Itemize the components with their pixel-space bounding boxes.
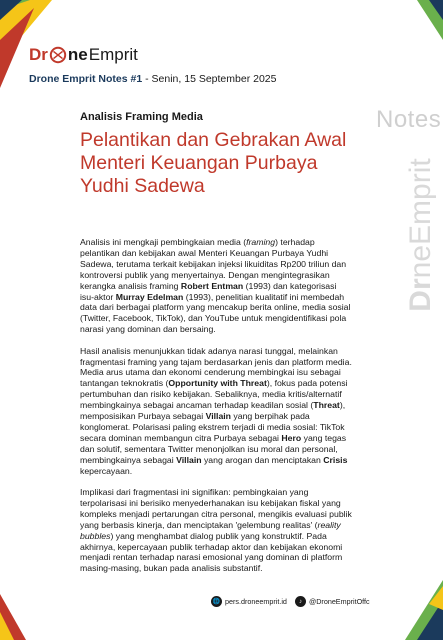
- website-link[interactable]: [211, 596, 287, 607]
- logo-text-emprit: Emprit: [88, 45, 138, 64]
- article-kicker: Analisis Framing Media: [80, 111, 203, 123]
- side-brand-bold: Dr: [404, 278, 437, 312]
- text-run: (1993) dan kategorisasi isu-aktor: [80, 280, 337, 302]
- corner-decoration-top-right: [409, 0, 443, 40]
- paragraph-1: [80, 237, 352, 335]
- social-handle: @DroneEmpritOffc: [308, 597, 370, 606]
- article-title: Pelantikan dan Gebrakan Awal Menteri Keuangan Purbaya Yudhi Sadewa: [80, 129, 347, 197]
- text-run: Murray Edelman: [115, 291, 184, 302]
- text-run: Hero: [281, 432, 302, 443]
- text-run: Analisis ini mengkaji pembingkaian media (: [80, 237, 247, 247]
- text-run: yang arogan dan menciptakan: [201, 454, 324, 465]
- text-run: Crisis: [323, 454, 348, 465]
- text-run: Hasil analisis menunjukkan tidak adanya narasi tunggal, melainkan fragmentasi framing yang tajam berdasarkan jenis dan platform media. Media arus utama dan ekonomi cenderung membingkai isu sebagai tantangan teknokratis (: [80, 345, 352, 389]
- globe-icon: 🌐: [211, 596, 222, 607]
- publish-date: Senin, 15 September 2025: [151, 73, 277, 85]
- text-run: framing: [246, 237, 276, 247]
- corner-decoration-bottom-left: [0, 594, 26, 640]
- website-text: pers.droneemprit.id: [225, 597, 287, 606]
- social-link[interactable]: [295, 596, 370, 607]
- drone-emprit-logo: [29, 42, 138, 68]
- text-run: ) yang menghambat dialog publik yang konstruktif. Pada akhirnya, kepercayaan publik terhadap aktor dan kebijakan ekonomi menjadi rentan terhadap narasi emosional yang dominan di platform masing-masing, bukan pada analisis substantif.: [80, 530, 343, 574]
- text-run: Villain: [205, 411, 231, 422]
- text-run: Threat: [313, 400, 340, 411]
- text-run: Robert Entman: [180, 280, 244, 291]
- footer-contacts: [211, 596, 370, 607]
- text-run: (1993), penelitian kualitatif ini membedah data dari berbagai platform yang mencakup berita online, media sosial (Twitter, Facebook, TikTok), dan YouTube untuk mengidentifikasi pola narasi yang dominan dan bersaing.: [80, 291, 351, 335]
- series-label: Drone Emprit Notes #1: [29, 73, 143, 85]
- paragraph-3: [80, 487, 352, 574]
- separator: -: [142, 73, 152, 85]
- logo-text-dr: Dr: [29, 45, 48, 64]
- text-run: Implikasi dari fragmentasi ini signifikan: pembingkaian yang terpolarisasi ini berisiko menyederhanakan isu kebijakan fiskal yang kompleks menjadi pertarungan citra personal, mengikis evaluasi publik yang berbasis kinerja, dan menciptakan 'gelembung realitas' (: [80, 487, 352, 530]
- text-run: ), memposisikan Purbaya sebagai: [80, 400, 346, 422]
- paragraph-2: [80, 346, 352, 477]
- side-brand-rest: neEmprit: [404, 158, 437, 279]
- notes-series-line: [29, 73, 276, 85]
- text-run: ) terhadap pelantikan dan kebijakan awal Menteri Keuangan Purbaya Yudhi Sadewa, terutama terkait kebijakan injeksi likuiditas Rp200 triliun dan kontroversi publik yang menyertainya. Dengan mengintegrasikan kerangka analisis framing: [80, 237, 347, 291]
- drone-logo-icon: [49, 46, 67, 64]
- text-run: ), fokus pada potensi pertumbuhan dan risiko kebijakan. Sebaliknya, media kritis/alternatif membingkainya sebagai ancaman terhadap keadilan sosial (: [80, 378, 348, 411]
- article-body: [80, 237, 352, 585]
- text-run: yang berpihak pada konglomerat. Polarisasi paling ekstrem terjadi di media sosial: TikTok secara dominan membangun citra Purbaya sebagai: [80, 411, 345, 443]
- text-run: yang tegas dan solutif, sementara Twitter menonjolkan isu moral dan personal, membingkainya sebagai: [80, 432, 347, 465]
- side-vertical-brand: [401, 140, 441, 330]
- corner-decoration-bottom-right: [399, 580, 443, 640]
- tiktok-icon: ♪: [295, 596, 306, 607]
- logo-text-ne: ne: [67, 45, 88, 64]
- text-run: Opportunity with Threat: [168, 378, 267, 389]
- side-notes-label: Notes: [376, 106, 442, 133]
- text-run: kepercayaan.: [80, 465, 133, 476]
- text-run: Villain: [176, 454, 202, 465]
- text-run: reality bubbles: [80, 519, 341, 541]
